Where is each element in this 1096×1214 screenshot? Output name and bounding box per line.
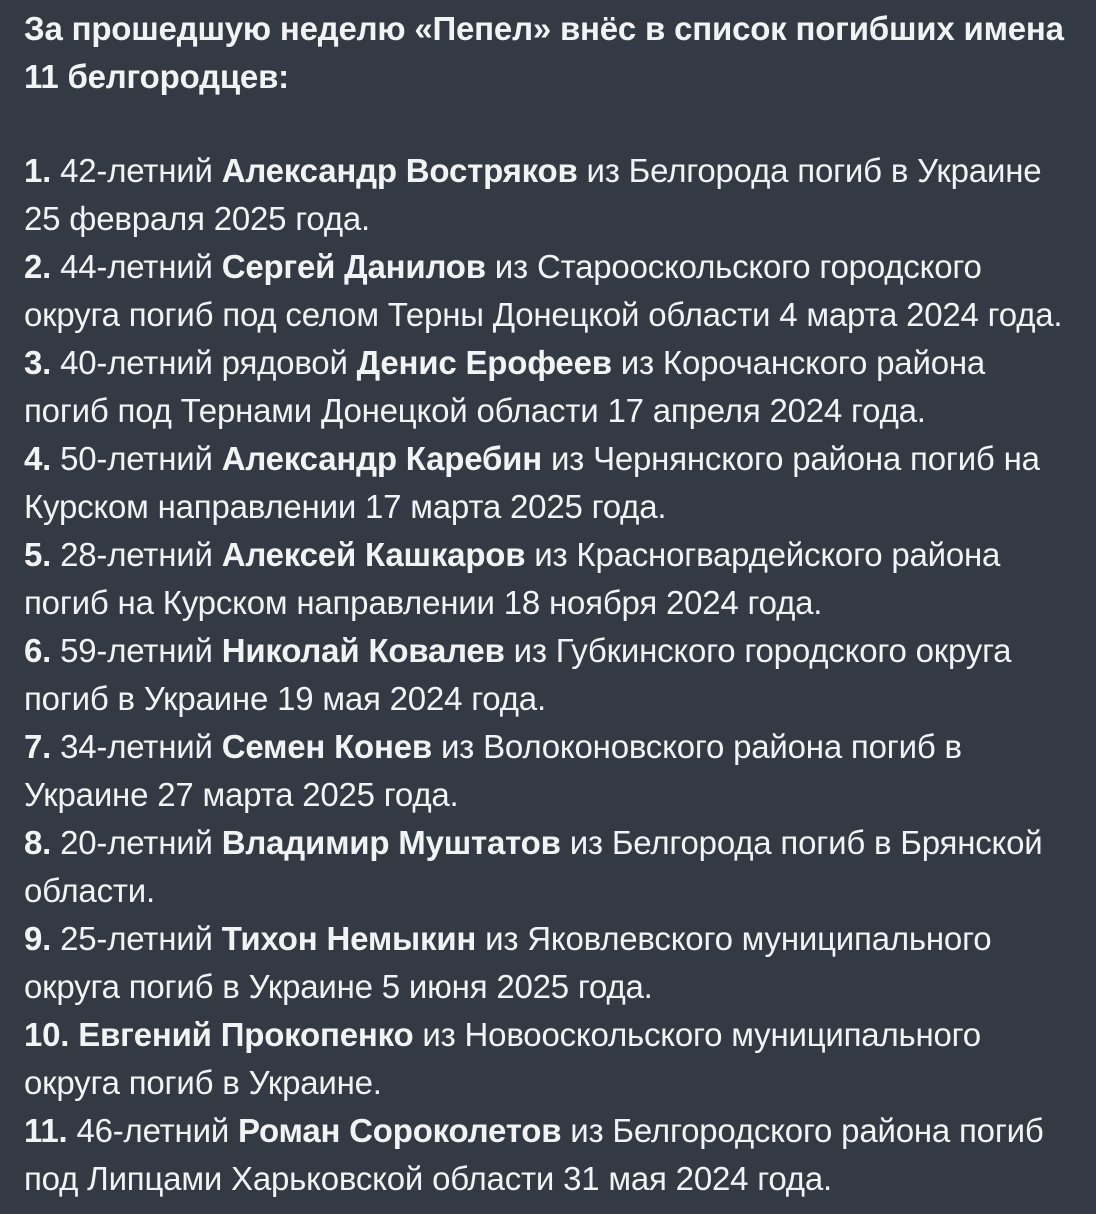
list-item [24,819,1070,915]
item-name: Семен Конев [221,728,432,765]
item-number: 6. [24,632,61,669]
item-name: Роман Сороколетов [238,1112,562,1149]
item-name: Алексей Кашкаров [221,536,526,573]
item-age-text: 20-летний [60,824,222,861]
item-age-text: 34-летний [60,728,222,765]
item-age-text: 40-летний рядовой [60,344,357,381]
item-name: Владимир Муштатов [221,824,561,861]
item-details: из Чернянского района погиб на Курском направлении 17 марта 2025 года. [24,440,1040,525]
item-number: 11. [24,1112,77,1149]
item-number: 7. [24,728,61,765]
item-name: Сергей Данилов [221,248,486,285]
item-age-text: 28-летний [60,536,222,573]
list-item [24,723,1070,819]
header-list-gap [24,101,1070,147]
item-age-text: 42-летний [60,152,222,189]
item-name: Александр Востряков [221,152,578,189]
list-item [24,147,1070,243]
item-details: из Белгорода погиб в Украине 25 февраля 2025 года. [24,152,1042,237]
item-details: из Белгорода погиб в Брянской области. [24,824,1043,909]
item-number: 4. [24,440,61,477]
item-name: Николай Ковалев [221,632,505,669]
item-number: 2. [24,248,61,285]
casualty-list [24,147,1070,1203]
list-item [24,1107,1070,1203]
item-name: Евгений Прокопенко [78,1016,414,1053]
item-details: из Новооскольского муниципального округа погиб в Украине. [24,1016,981,1101]
list-item [24,243,1070,339]
item-number: 8. [24,824,61,861]
item-number: 3. [24,344,61,381]
list-item [24,531,1070,627]
item-name: Тихон Немыкин [221,920,477,957]
item-age-text: 50-летний [60,440,222,477]
item-age-text: 46-летний [76,1112,239,1149]
item-details: из Красногвардейского района погиб на Курском направлении 18 ноября 2024 года. [24,536,1001,621]
list-item [24,915,1070,1011]
list-item [24,435,1070,531]
item-age-text: 59-летний [60,632,222,669]
item-details: из Волоконовского района погиб в Украине 27 марта 2025 года. [24,728,962,813]
message-header: За прошедшую неделю «Пепел» внёс в список погибших имена 11 белгородцев: [24,10,1064,95]
item-name: Александр Каребин [221,440,542,477]
list-item [24,1011,1070,1107]
item-number: 5. [24,536,61,573]
item-number: 10. [24,1016,79,1053]
item-age-text: 25-летний [60,920,222,957]
item-age-text: 44-летний [60,248,222,285]
item-name: Денис Ерофеев [356,344,612,381]
item-number: 9. [24,920,61,957]
item-details: из Губкинского городского округа погиб в Украине 19 мая 2024 года. [24,632,1012,717]
list-item [24,339,1070,435]
list-item [24,627,1070,723]
item-number: 1. [24,152,61,189]
item-details: из Яковлевского муниципального округа погиб в Украине 5 июня 2025 года. [24,920,992,1005]
item-details: из Старооскольского городского округа погиб под селом Терны Донецкой области 4 марта 2024 года. [24,248,1063,333]
item-details: из Белгородского района погиб под Липцами Харьковской области 31 мая 2024 года. [24,1112,1044,1197]
item-details: из Корочанского района погиб под Тернами Донецкой области 17 апреля 2024 года. [24,344,986,429]
